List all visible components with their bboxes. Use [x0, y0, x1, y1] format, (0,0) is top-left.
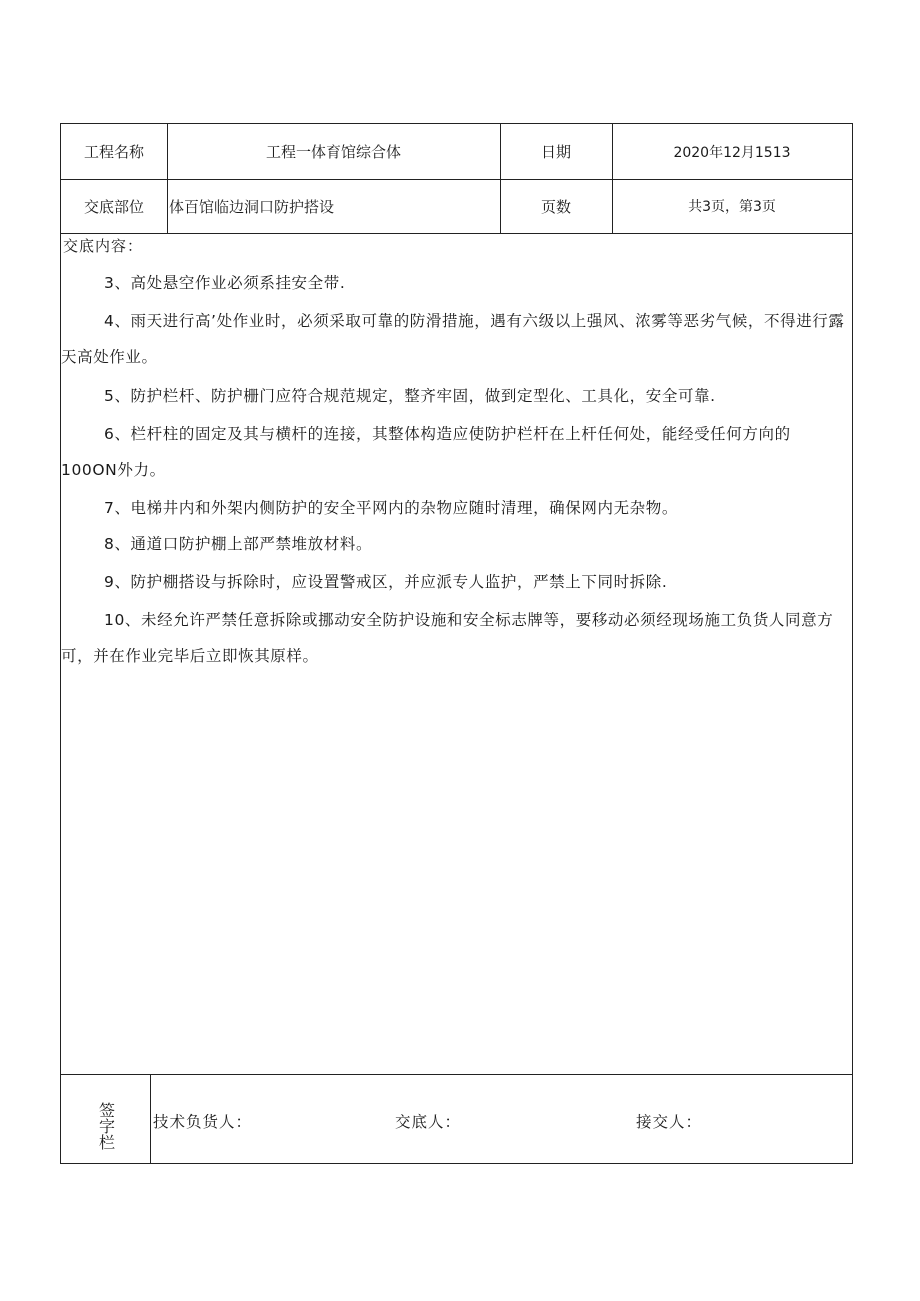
- content-paragraph: 3、高处悬空作业必须系挂安全带.: [104, 274, 346, 292]
- header-row-2: [61, 179, 852, 234]
- content-paragraph: 9、防护棚搭设与拆除时，应设置警戒区，并应派专人监护，严禁上下同时拆除.: [104, 573, 668, 591]
- content-paragraph: 6、栏杆柱的固定及其与横杆的连接，其整体构造应使防护栏杆在上杆任何处，能经受任何方向的100ON外力。: [61, 425, 791, 479]
- content-paragraph: 5、防护栏杆、防护栅门应符合规范规定，整齐牢固，做到定型化、工具化，安全可靠.: [104, 387, 716, 405]
- receiver-signature: 接交人：: [636, 1113, 703, 1131]
- page-count-label: 页数: [540, 197, 571, 216]
- header-row-1: [61, 124, 852, 180]
- signature-section: [61, 1074, 852, 1163]
- briefing-content: [61, 233, 852, 1075]
- header-divider: [612, 124, 613, 233]
- content-paragraph: 7、电梯井内和外架内侧防护的安全平网内的杂物应随时清理，确保网内无杂物。: [104, 499, 678, 517]
- content-paragraph: 8、通道口防护棚上部严禁堆放材料。: [104, 535, 373, 553]
- content-paragraph: 10、未经允许严禁任意拆除或挪动安全防护设施和安全标志牌等，要移动必须经现场施工负货人同意方可，并在作业完毕后立即恢其原样。: [61, 611, 834, 665]
- briefing-part-label: 交底部位: [83, 197, 144, 216]
- briefing-form: [60, 123, 853, 1164]
- date-value: 2020年12月1513: [673, 144, 791, 161]
- signature-label-cell: [61, 1074, 151, 1163]
- header-divider: [167, 124, 168, 233]
- content-paragraph: 4、雨天进行高’处作业时，必须采取可靠的防滑措施，遇有六级以上强风、浓雾等恶劣气候，不得进行露天高处作业。: [61, 312, 845, 366]
- tech-lead-signature: 技术负货人：: [153, 1113, 253, 1131]
- project-name-value: 工程一体育馆综合体: [265, 143, 401, 161]
- date-label: 日期: [540, 143, 571, 161]
- header-divider: [500, 124, 501, 233]
- page-count-value: 共3页，第3页: [688, 199, 776, 215]
- project-name-label: 工程名称: [83, 143, 144, 161]
- content-title: 交底内容：: [63, 237, 144, 255]
- presenter-signature: 交底人：: [395, 1113, 462, 1131]
- signature-label: 签字栏: [96, 1101, 116, 1150]
- briefing-part-value: 体百馆临边洞口防护搭设: [169, 197, 335, 216]
